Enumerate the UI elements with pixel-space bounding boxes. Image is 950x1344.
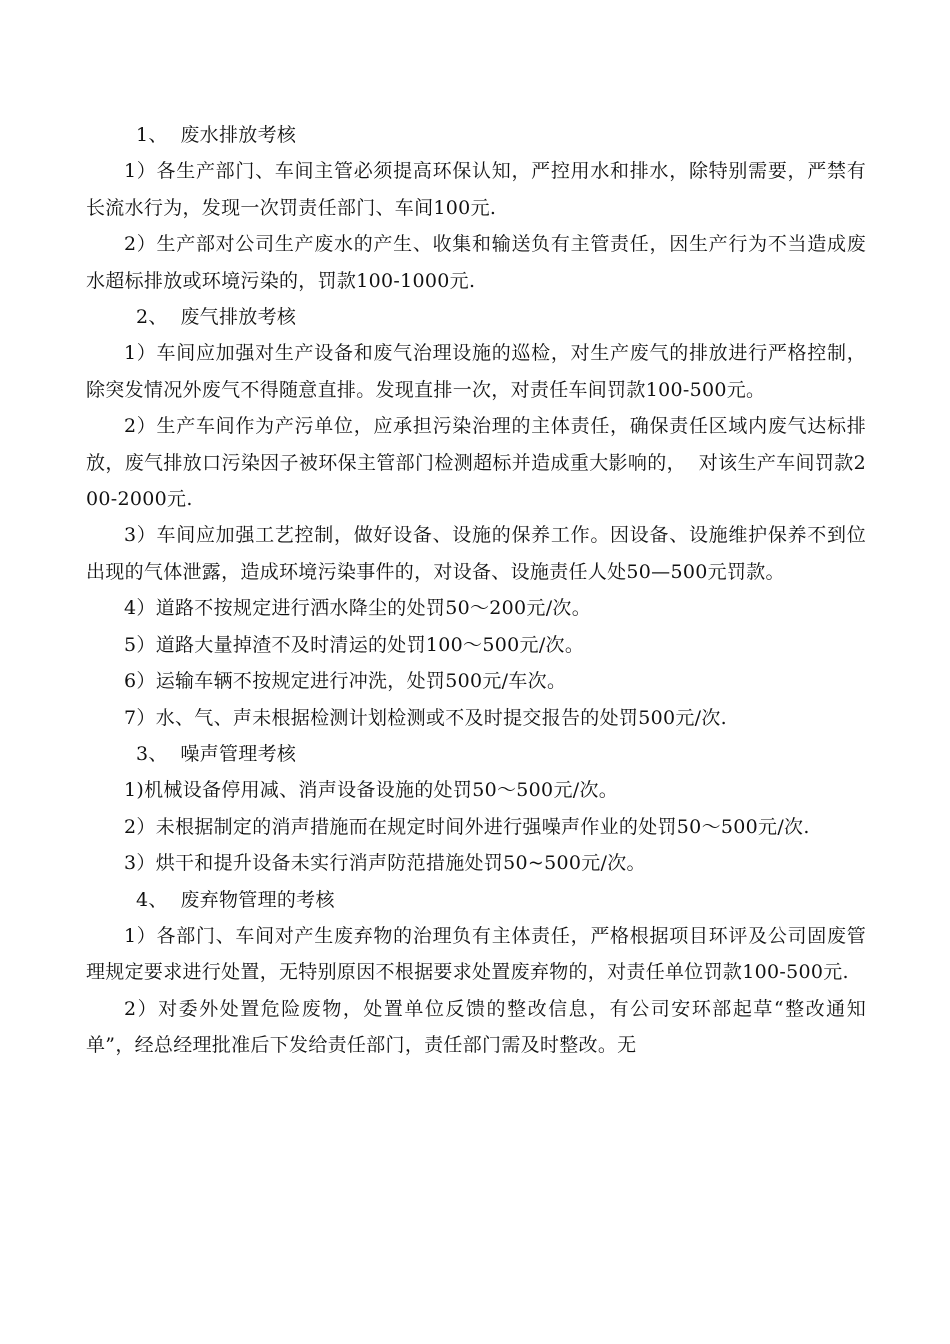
paragraph-exhaust-2: 2）生产车间作为产污单位，应承担污染治理的主体责任，确保责任区域内废气达标排放，废气排放口污染因子被环保主管部门检测超标并造成重大影响的， 对该生产车间罚款200-2000元. [86,415,866,511]
paragraph-exhaust-4: 4）道路不按规定进行洒水降尘的处罚50～200元/次。 [124,597,592,620]
section-heading-waste: 4、 废弃物管理的考核 [136,888,335,911]
paragraph-wastewater-1: 1）各生产部门、车间主管必须提高环保认知，严控用水和排水，除特别需要，严禁有长流水行为，发现一次罚责任部门、车间100元. [86,160,866,219]
paragraph-exhaust-3: 3）车间应加强工艺控制，做好设备、设施的保养工作。因设备、设施维护保养不到位出现的气体泄露，造成环境污染事件的，对设备、设施责任人处50—500元罚款。 [86,524,866,583]
paragraph-exhaust-7: 7）水、气、声未根据检测计划检测或不及时提交报告的处罚500元/次. [124,706,727,729]
document-page [86,117,866,1064]
paragraph-exhaust-5: 5）道路大量掉渣不及时清运的处罚100～500元/次。 [124,633,585,656]
section-heading-wastewater: 1、 废水排放考核 [136,124,297,146]
paragraph-wastewater-2: 2）生产部对公司生产废水的产生、收集和输送负有主管责任，因生产行为不当造成废水超标排放或环境污染的，罚款100-1000元. [86,233,866,292]
paragraph-waste-2: 2）对委外处置危险废物，处置单位反馈的整改信息，有公司安环部起草“整改通知单”，经总经理批准后下发给责任部门，责任部门需及时整改。无 [86,997,866,1057]
paragraph-noise-2: 2）未根据制定的消声措施而在规定时间外进行强噪声作业的处罚50～500元/次. [124,815,810,838]
paragraph-noise-1: 1)机械设备停用减、消声设备设施的处罚50～500元/次。 [124,779,619,802]
section-heading-noise: 3、 噪声管理考核 [136,742,297,765]
paragraph-exhaust-6: 6）运输车辆不按规定进行冲洗，处罚500元/车次。 [124,670,567,693]
paragraph-waste-1: 1）各部门、车间对产生废弃物的治理负有主体责任，严格根据项目环评及公司固废管理规定要求进行处置，无特别原因不根据要求处置废弃物的，对责任单位罚款100-500元. [86,924,866,984]
paragraph-noise-3: 3）烘干和提升设备未实行消声防范措施处罚50~500元/次。 [124,852,646,875]
section-heading-exhaust-gas: 2、 废气排放考核 [136,306,297,329]
paragraph-exhaust-1: 1）车间应加强对生产设备和废气治理设施的巡检，对生产废气的排放进行严格控制，除突发情况外废气不得随意直排。发现直排一次，对责任车间罚款100-500元。 [86,342,866,401]
